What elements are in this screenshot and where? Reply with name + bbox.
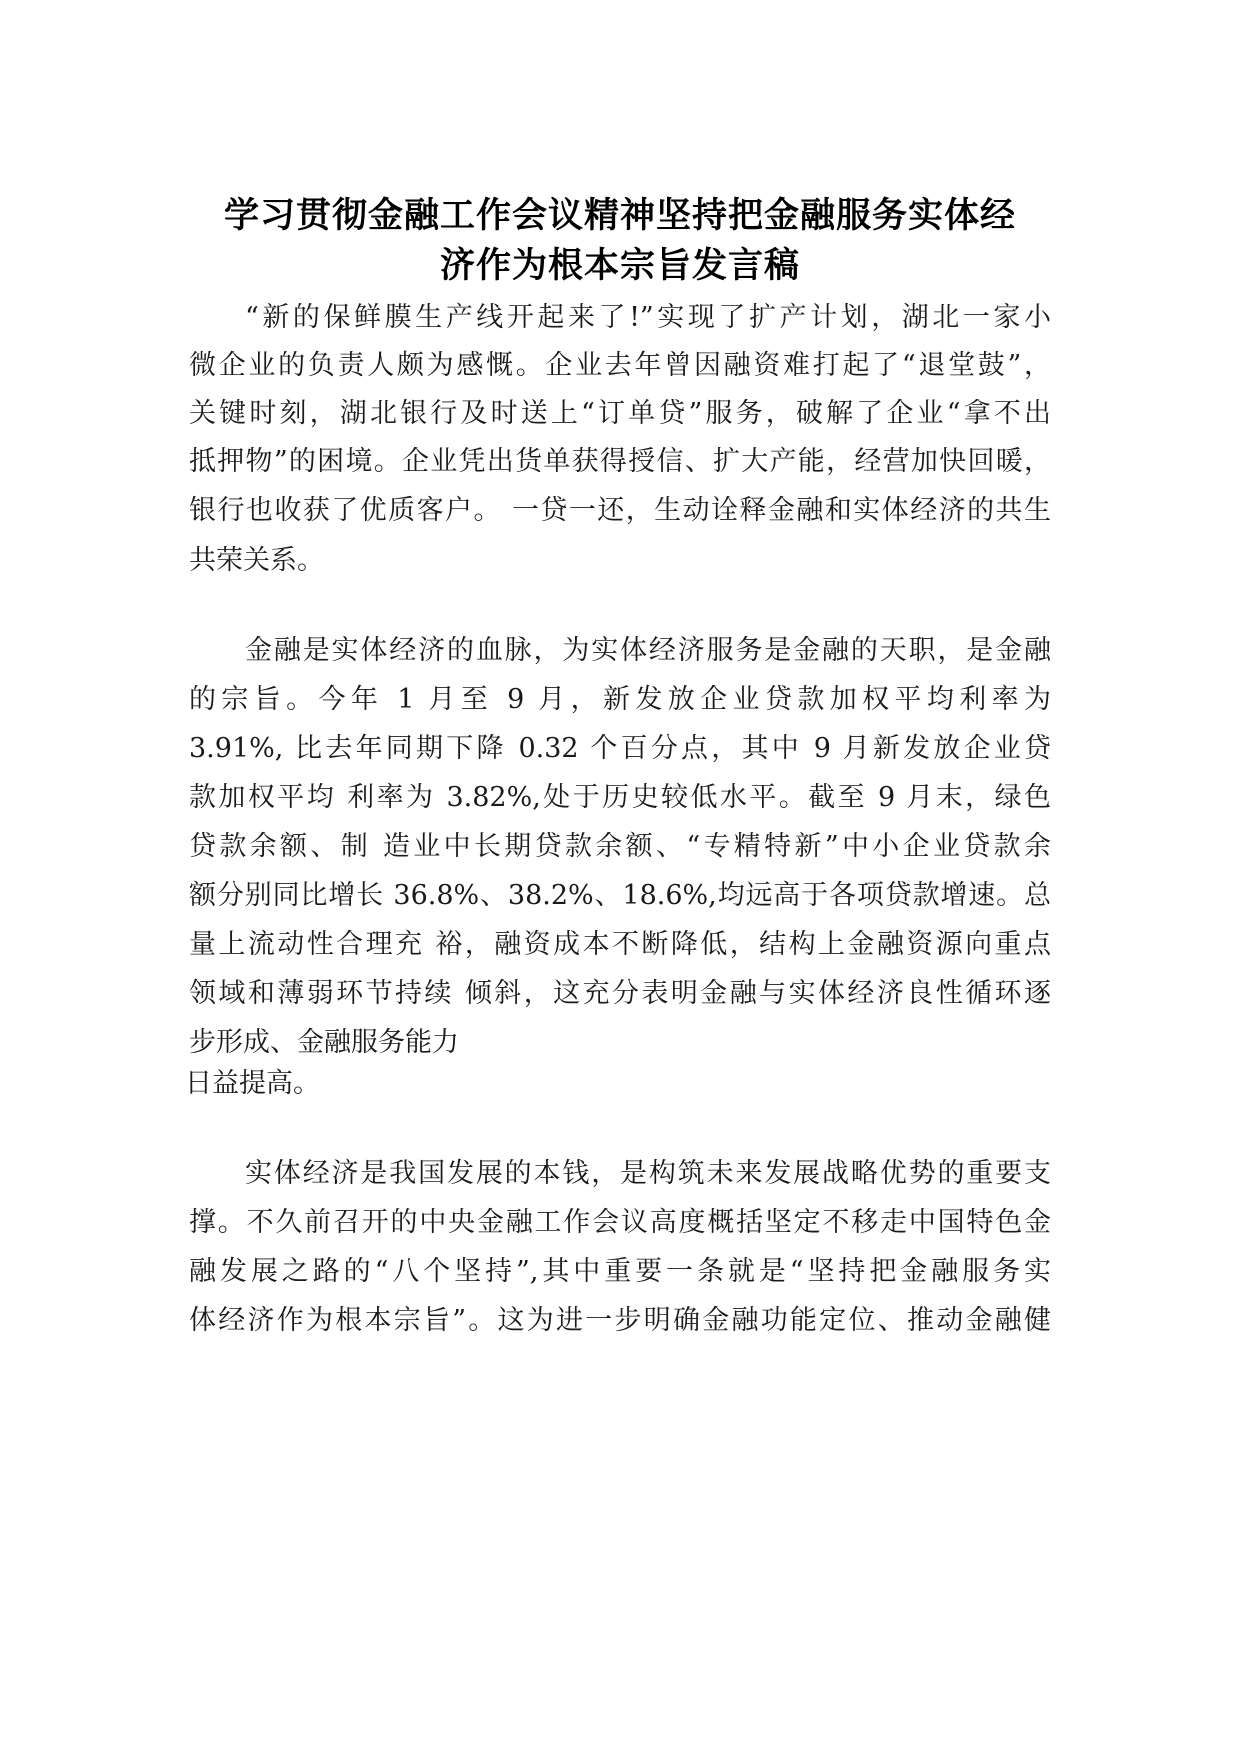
paragraph-line: 抵押物”的困境。企业凭出货单获得授信、扩大产能，经营加快回暖， bbox=[189, 446, 1051, 477]
paragraph-line: 实体经济是我国发展的本钱，是构筑未来发展战略优势的重要支 bbox=[245, 1158, 1051, 1189]
document-title-line-2: 济作为根本宗旨发言稿 bbox=[439, 246, 800, 286]
paragraph-line: 领域和薄弱环节持续 倾斜，这充分表明金融与实体经济良性循环逐 bbox=[189, 978, 1051, 1009]
paragraph-line: 微企业的负责人颇为感慨。企业去年曾因融资难打起了“退堂鼓”， bbox=[189, 350, 1051, 381]
paragraph-line: 关键时刻，湖北银行及时送上“订单贷”服务，破解了企业“拿不出 bbox=[189, 398, 1051, 429]
paragraph-line: “新的保鲜膜生产线开起来了!”实现了扩产计划，湖北一家小 bbox=[245, 302, 1051, 333]
paragraph-line: 额分别同比增长 36.8%、38.2%、18.6%,均远高于各项贷款增速。总 bbox=[189, 880, 1051, 911]
paragraph-line: 量上流动性合理充 裕，融资成本不断降低，结构上金融资源向重点 bbox=[189, 929, 1051, 960]
paragraph-line: 共荣关系。 bbox=[189, 545, 324, 576]
paragraph-line: 撑。不久前召开的中央金融工作会议高度概括坚定不移走中国特色金 bbox=[189, 1207, 1051, 1238]
paragraph-line: 金融是实体经济的血脉，为实体经济服务是金融的天职，是金融 bbox=[245, 635, 1051, 666]
paragraph-line: 步形成、金融服务能力 bbox=[189, 1027, 459, 1058]
document-title-line-1: 学习贯彻金融工作会议精神坚持把金融服务实体经 bbox=[223, 196, 1016, 236]
paragraph-line: 3.91%, 比去年同期下降 0.32 个百分点，其中 9 月新发放企业贷 bbox=[189, 733, 1051, 764]
paragraph-line: 款加权平均 利率为 3.82%,处于历史较低水平。截至 9 月末，绿色 bbox=[189, 782, 1051, 813]
paragraph-line: 融发展之路的“八个坚持”,其中重要一条就是“坚持把金融服务实 bbox=[189, 1256, 1051, 1287]
paragraph-line: 贷款余额、制 造业中长期贷款余额、“专精特新”中小企业贷款余 bbox=[189, 831, 1051, 862]
paragraph-line: 银行也收获了优质客户。 一贷一还，生动诠释金融和实体经济的共生 bbox=[189, 495, 1051, 526]
paragraph-line: 体经济作为根本宗旨”。这为进一步明确金融功能定位、推动金融健 bbox=[189, 1305, 1051, 1336]
paragraph-line: 日益提高。 bbox=[185, 1068, 320, 1099]
paragraph-line: 的宗旨。今年 1 月至 9 月，新发放企业贷款加权平均利率为 bbox=[189, 684, 1051, 715]
